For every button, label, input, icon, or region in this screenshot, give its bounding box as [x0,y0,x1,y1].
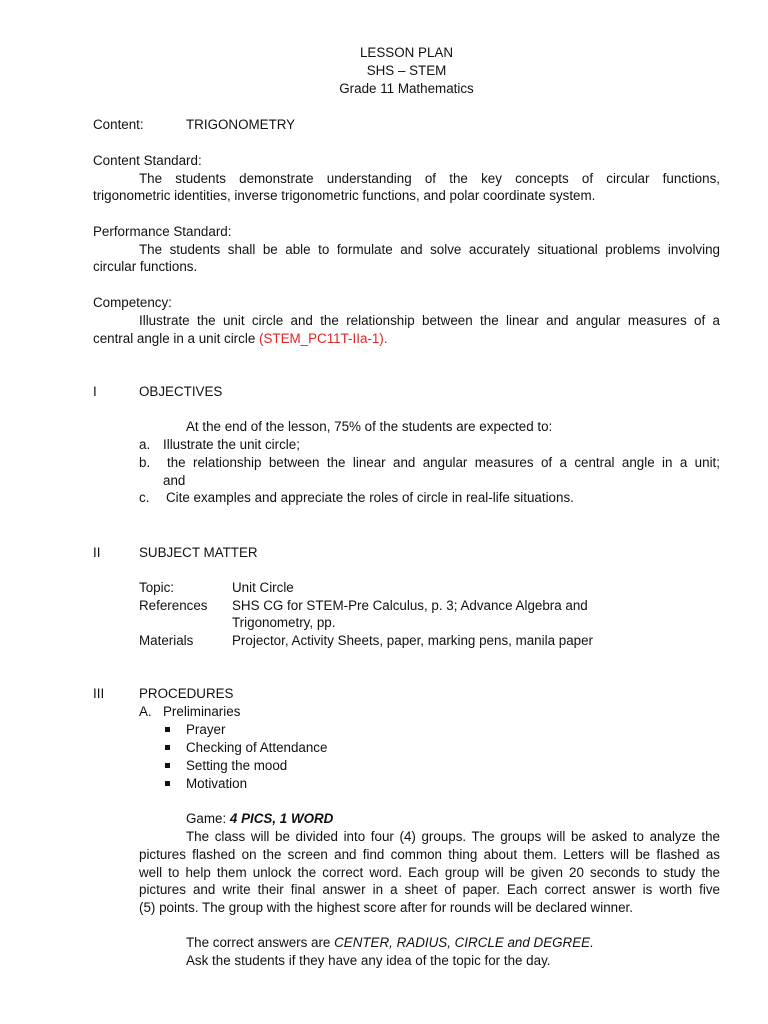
topic-value: Unit Circle [232,580,294,595]
bullet-prayer: Prayer [186,722,226,737]
subject-matter-numeral: II [93,545,101,560]
content-value: TRIGONOMETRY [186,117,296,132]
bullet-attendance: Checking of Attendance [186,740,328,755]
correct-answers-line [186,934,594,951]
content-standard-label: Content Standard: [93,153,202,168]
content-standard-text-1: The students demonstrate understanding of the key concepts of circular functions, [139,171,720,186]
objectives-numeral: I [93,384,97,399]
objectives-intro: At the end of the lesson, 75% of the students are expected to: [186,419,553,434]
competency-label: Competency: [93,295,172,310]
references-label: References [139,598,208,613]
doc-title: LESSON PLAN [359,45,454,60]
preliminaries-title: Preliminaries [163,704,241,719]
procedures-heading: PROCEDURES [139,686,234,701]
competency-text-1: Illustrate the unit circle and the relationship between the linear and angular measures of a [139,313,720,328]
bullet-square-icon [165,763,170,768]
game-paragraph-2: pictures flashed on the screen and find common thing about them. Letters will be flashed as [139,847,720,862]
competency-text-2 [93,330,387,347]
competency-text-2-plain: central angle in a unit circle [93,331,256,346]
objective-a-marker: a. [139,437,151,452]
references-value-2: Trigonometry, pp. [232,615,336,630]
subject-matter-heading: SUBJECT MATTER [139,545,258,560]
game-label: Game: [186,811,227,826]
procedures-numeral: III [93,686,105,701]
game-paragraph-3: well to help them unlock the correct word. Each group will be given 20 seconds to study the [139,865,720,880]
references-value-1: SHS CG for STEM-Pre Calculus, p. 3; Advance Algebra and [232,598,588,613]
game-paragraph-4: pictures and write their final answer in a sheet of paper. Each correct answer is worth five [139,882,720,897]
performance-standard-label: Performance Standard: [93,224,232,239]
materials-value: Projector, Activity Sheets, paper, marking pens, manila paper [232,633,593,648]
doc-subtitle-strand: SHS – STEM [366,63,447,78]
content-standard-text-2: trigonometric identities, inverse trigonometric functions, and polar coordinate system. [93,188,596,203]
bullet-square-icon [165,727,170,732]
competency-code: (STEM_PC11T-IIa-1). [259,331,388,346]
bullet-square-icon [165,745,170,750]
objective-b-text-1: the relationship between the linear and angular measures of a central angle in a unit; [167,455,720,470]
materials-label: Materials [139,633,194,648]
topic-label: Topic: [139,580,174,595]
bullet-motivation: Motivation [186,776,248,791]
bullet-square-icon [165,781,170,786]
game-paragraph-5: (5) points. The group with the highest score after for rounds will be declared winner. [139,900,633,915]
objective-c-text: Cite examples and appreciate the roles of circle in real-life situations. [166,490,574,505]
content-label: Content: [93,117,144,132]
objective-b-marker: b. [139,455,151,470]
correct-answers-list: CENTER, RADIUS, CIRCLE and DEGREE. [334,935,594,950]
bullet-mood: Setting the mood [186,758,288,773]
objectives-heading: OBJECTIVES [139,384,223,399]
preliminaries-marker: A. [139,704,152,719]
objective-b-text-2: and [163,473,186,488]
game-name: 4 PICS, 1 WORD [229,811,334,826]
correct-answers-prefix: The correct answers are [186,935,331,950]
doc-subtitle-grade: Grade 11 Mathematics [339,81,474,96]
objective-c-marker: c. [139,490,150,505]
objective-a-text: Illustrate the unit circle; [163,437,300,452]
performance-standard-text-1: The students shall be able to formulate and solve accurately situational problems involving [139,242,720,257]
game-line [186,810,333,827]
ask-students-line: Ask the students if they have any idea of the topic for the day. [186,953,551,968]
performance-standard-text-2: circular functions. [93,259,198,274]
game-paragraph-1: The class will be divided into four (4) groups. The groups will be asked to analyze the [186,829,720,844]
